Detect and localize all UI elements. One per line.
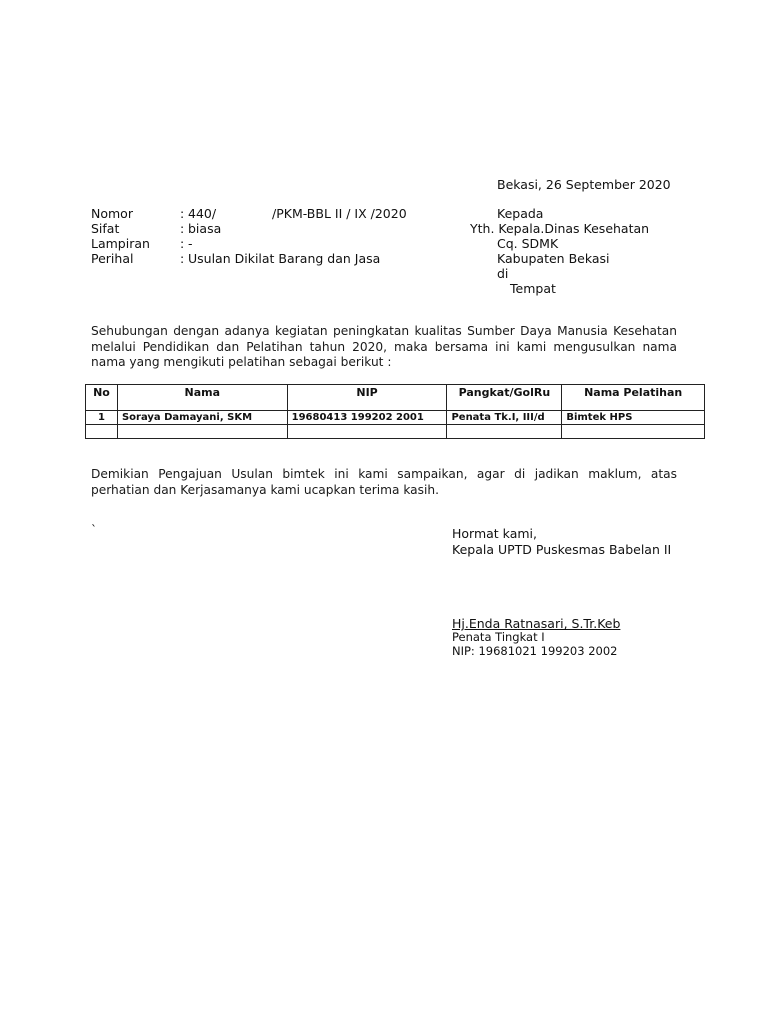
- cell-pangkat: Penata Tk.I, III/d: [447, 411, 562, 425]
- header-label-lampiran: Lampiran: [91, 236, 150, 251]
- header-value-lampiran: -: [188, 236, 193, 251]
- recipient-line-tempat: Tempat: [510, 281, 556, 296]
- header-label-nomor: Nomor: [91, 206, 133, 221]
- closing-paragraph: Demikian Pengajuan Usulan bimtek ini kami sampaikan, agar di jadikan maklum, atas perhatian dan Kerjasamanya kami ucapkan terima kasih.: [91, 467, 677, 497]
- intro-paragraph: Sehubungan dengan adanya kegiatan peningkatan kualitas Sumber Daya Manusia Kesehatan melalui Pendidikan dan Pelatihan tahun 2020, maka bersama ini kami mengusulkan nama nama yang mengikuti pelatihan sebagai berikut :: [91, 324, 677, 369]
- letter-date: Bekasi, 26 September 2020: [497, 177, 671, 192]
- table-header-row: [86, 385, 705, 411]
- recipient-line-cq: Cq. SDMK: [497, 236, 559, 251]
- column-header-nama-pelatihan: Nama Pelatihan: [562, 385, 705, 411]
- cell-nip: 19680413 199202 2001: [287, 411, 447, 425]
- cell-pangkat: [447, 425, 562, 439]
- cell-no: [86, 425, 118, 439]
- cell-nip: [287, 425, 447, 439]
- cell-nama-pelatihan: Bimtek HPS: [562, 411, 705, 425]
- header-value-perihal: Usulan Dikilat Barang dan Jasa: [188, 251, 381, 266]
- cell-no: 1: [86, 411, 118, 425]
- signature-nip: NIP: 19681021 199203 2002: [452, 644, 618, 658]
- header-sep-perihal: :: [180, 251, 185, 266]
- signature-greeting: Hormat kami,: [452, 526, 537, 541]
- stray-mark: `: [91, 523, 97, 537]
- recipient-line-di: di: [497, 266, 509, 281]
- recipient-line-yth: Yth. Kepala.Dinas Kesehatan: [470, 221, 650, 236]
- column-header-nama: Nama: [117, 385, 287, 411]
- header-label-sifat: Sifat: [91, 221, 120, 236]
- cell-nama: [117, 425, 287, 439]
- header-label-perihal: Perihal: [91, 251, 134, 266]
- signature-name: Hj.Enda Ratnasari, S.Tr.Keb: [452, 616, 621, 631]
- column-header-pangkat: Pangkat/GolRu: [447, 385, 562, 411]
- header-sep-lampiran: :: [180, 236, 185, 251]
- participants-table: [85, 384, 705, 439]
- header-value-nomor-code: /PKM-BBL II / IX /2020: [272, 206, 407, 221]
- table-row: [86, 425, 705, 439]
- cell-nama: Soraya Damayani, SKM: [117, 411, 287, 425]
- recipient-line-kabupaten: Kabupaten Bekasi: [497, 251, 610, 266]
- signature-rank: Penata Tingkat I: [452, 630, 545, 644]
- table-row: [86, 411, 705, 425]
- signature-position: Kepala UPTD Puskesmas Babelan II: [452, 542, 672, 557]
- recipient-line-kepada: Kepada: [497, 206, 544, 221]
- header-sep-nomor: :: [180, 206, 185, 221]
- column-header-no: No: [86, 385, 118, 411]
- column-header-nip: NIP: [287, 385, 447, 411]
- header-value-sifat: biasa: [188, 221, 222, 236]
- header-sep-sifat: :: [180, 221, 185, 236]
- header-value-nomor: 440/: [188, 206, 217, 221]
- cell-nama-pelatihan: [562, 425, 705, 439]
